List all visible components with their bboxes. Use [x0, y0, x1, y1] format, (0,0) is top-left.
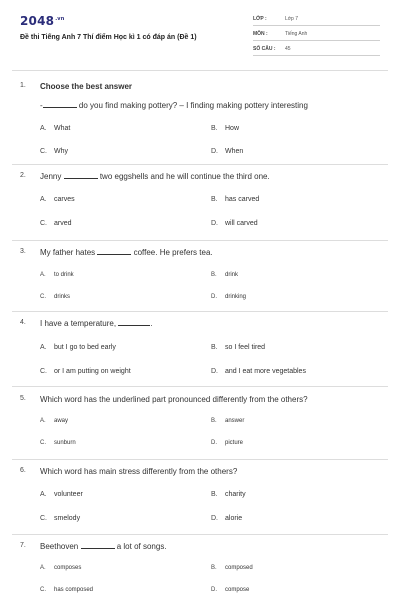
option-a[interactable] [40, 418, 68, 424]
question-5 [20, 395, 380, 455]
question-number: 2. [20, 172, 26, 179]
meta-subject-label: MÔN : [253, 31, 268, 37]
question-text [40, 542, 167, 551]
option-c[interactable] [40, 368, 131, 375]
header-divider [12, 70, 388, 71]
meta-class-row [253, 14, 380, 26]
question-text-after: two eggshells and he will continue the third one. [99, 172, 270, 181]
question-divider [12, 459, 388, 460]
question-text-after: coffee. He prefers tea. [133, 248, 213, 257]
option-text: volunteer [54, 491, 83, 498]
option-letter: C. [40, 368, 47, 375]
option-letter: A. [40, 344, 47, 351]
option-text: drinking [225, 294, 247, 300]
option-b[interactable] [211, 125, 239, 132]
option-letter: D. [211, 294, 217, 300]
option-letter: D. [211, 440, 217, 446]
option-letter: B. [211, 196, 218, 203]
option-letter: A. [40, 272, 46, 278]
option-text: smelody [54, 515, 81, 522]
meta-count-label: SỐ CÂU : [253, 46, 276, 52]
option-text: alorie [225, 515, 243, 522]
option-text: compose [225, 587, 250, 593]
meta-subject-value: Tiếng Anh [285, 31, 308, 37]
option-text: or I am putting on weight [54, 368, 131, 375]
option-d[interactable] [211, 294, 246, 300]
option-a[interactable] [40, 344, 116, 351]
option-a[interactable] [40, 196, 75, 203]
option-text: arved [54, 220, 72, 227]
page-header [0, 0, 400, 66]
option-d[interactable] [211, 368, 306, 375]
option-text: What [54, 125, 71, 132]
meta-divider [253, 40, 380, 41]
question-2 [20, 172, 380, 234]
meta-class-value: Lớp 7 [285, 16, 299, 22]
option-text: to drink [54, 272, 74, 278]
site-logo[interactable] [20, 14, 65, 28]
question-prefix: - [40, 101, 43, 110]
option-a[interactable] [40, 565, 81, 571]
option-d[interactable] [211, 148, 243, 155]
option-d[interactable] [211, 220, 258, 227]
option-text: composes [54, 565, 82, 571]
answer-blank [118, 319, 153, 328]
option-text: Why [54, 148, 68, 155]
answer-blank [81, 542, 115, 549]
option-letter: B. [211, 491, 218, 498]
option-letter: B. [211, 272, 217, 278]
meta-count-value: 45 [285, 46, 291, 52]
question-text-before: Jenny [40, 172, 62, 181]
option-letter: A. [40, 491, 47, 498]
section-instruction: Choose the best answer [40, 82, 133, 91]
option-c[interactable] [40, 587, 93, 593]
question-text [40, 172, 270, 181]
option-text: drinks [54, 294, 71, 300]
option-c[interactable] [40, 515, 80, 522]
option-letter: B. [211, 418, 217, 424]
option-text: and I eat more vegetables [225, 368, 306, 375]
answer-blank [97, 248, 131, 255]
question-text: Which word has main stress differently from the others? [40, 467, 238, 476]
option-text: answer [225, 418, 245, 424]
question-text: Which word has the underlined part pronounced differently from the others? [40, 395, 308, 404]
question-6 [20, 467, 380, 529]
logo-suffix: .vn [55, 16, 65, 22]
option-text: sunburn [54, 440, 76, 446]
option-text: How [225, 125, 240, 132]
option-text: has composed [54, 587, 94, 593]
option-text: charity [225, 491, 246, 498]
option-text: has carved [225, 196, 260, 203]
question-4 [20, 319, 380, 383]
option-b[interactable] [211, 272, 238, 278]
option-text: picture [225, 440, 244, 446]
option-c[interactable] [40, 294, 70, 300]
meta-subject-row [253, 29, 380, 41]
option-b[interactable] [211, 565, 253, 571]
option-text: When [225, 148, 244, 155]
option-letter: C. [40, 148, 47, 155]
option-letter: C. [40, 440, 46, 446]
option-text: will carved [225, 220, 258, 227]
option-letter: C. [40, 587, 46, 593]
question-text-after: . [150, 319, 153, 328]
question-number: 4. [20, 319, 26, 326]
option-b[interactable] [211, 344, 265, 351]
meta-divider [253, 25, 380, 26]
question-divider [12, 534, 388, 535]
option-letter: D. [211, 515, 218, 522]
question-text-before: I have a temperature, [40, 319, 117, 328]
option-letter: C. [40, 220, 47, 227]
question-text [40, 319, 153, 328]
option-b[interactable] [211, 491, 246, 498]
document-title: Đề thi Tiếng Anh 7 Thí điểm Học kì 1 có đáp án (Đề 1) [20, 34, 197, 41]
option-d[interactable] [211, 515, 242, 522]
option-letter: C. [40, 515, 47, 522]
question-1 [20, 82, 380, 162]
option-d[interactable] [211, 587, 249, 593]
question-text-after: a lot of songs. [116, 542, 167, 551]
answer-blank [43, 101, 77, 108]
question-text [40, 248, 213, 257]
question-text-before: Beethoven [40, 542, 79, 551]
question-3 [20, 248, 380, 308]
question-number: 3. [20, 248, 26, 255]
answer-blank [64, 172, 98, 179]
option-a[interactable] [40, 272, 74, 278]
option-d[interactable] [211, 440, 243, 446]
option-letter: B. [211, 565, 217, 571]
logo-text: 2048 [20, 14, 55, 28]
question-divider [12, 311, 388, 312]
meta-count-row [253, 44, 380, 56]
option-letter: A. [40, 418, 46, 424]
option-letter: B. [211, 125, 218, 132]
option-a[interactable] [40, 125, 70, 132]
option-text: carves [54, 196, 75, 203]
option-b[interactable] [211, 196, 259, 203]
option-letter: A. [40, 565, 46, 571]
question-number: 5. [20, 395, 26, 402]
option-letter: C. [40, 294, 46, 300]
option-text: composed [225, 565, 253, 571]
question-number: 1. [20, 82, 26, 89]
meta-class-label: LỚP : [253, 16, 267, 22]
option-text: away [54, 418, 69, 424]
option-letter: A. [40, 125, 47, 132]
question-divider [12, 164, 388, 165]
option-text: but I go to bed early [54, 344, 116, 351]
option-letter: D. [211, 148, 218, 155]
question-number: 6. [20, 467, 26, 474]
option-letter: B. [211, 344, 218, 351]
option-letter: D. [211, 587, 217, 593]
option-letter: D. [211, 368, 218, 375]
question-text-before: My father hates [40, 248, 96, 257]
option-c[interactable] [40, 148, 68, 155]
option-letter: A. [40, 196, 47, 203]
question-text-after: do you find making pottery? – I finding making pottery interesting [78, 101, 308, 110]
question-text [40, 101, 308, 110]
question-divider [12, 240, 388, 241]
option-text: so I feel tired [225, 344, 266, 351]
option-a[interactable] [40, 491, 83, 498]
question-divider [12, 386, 388, 387]
meta-divider [253, 55, 380, 56]
option-b[interactable] [211, 418, 244, 424]
option-c[interactable] [40, 220, 72, 227]
question-number: 7. [20, 542, 26, 549]
question-7 [20, 542, 380, 600]
option-text: drink [225, 272, 239, 278]
option-c[interactable] [40, 440, 76, 446]
option-letter: D. [211, 220, 218, 227]
